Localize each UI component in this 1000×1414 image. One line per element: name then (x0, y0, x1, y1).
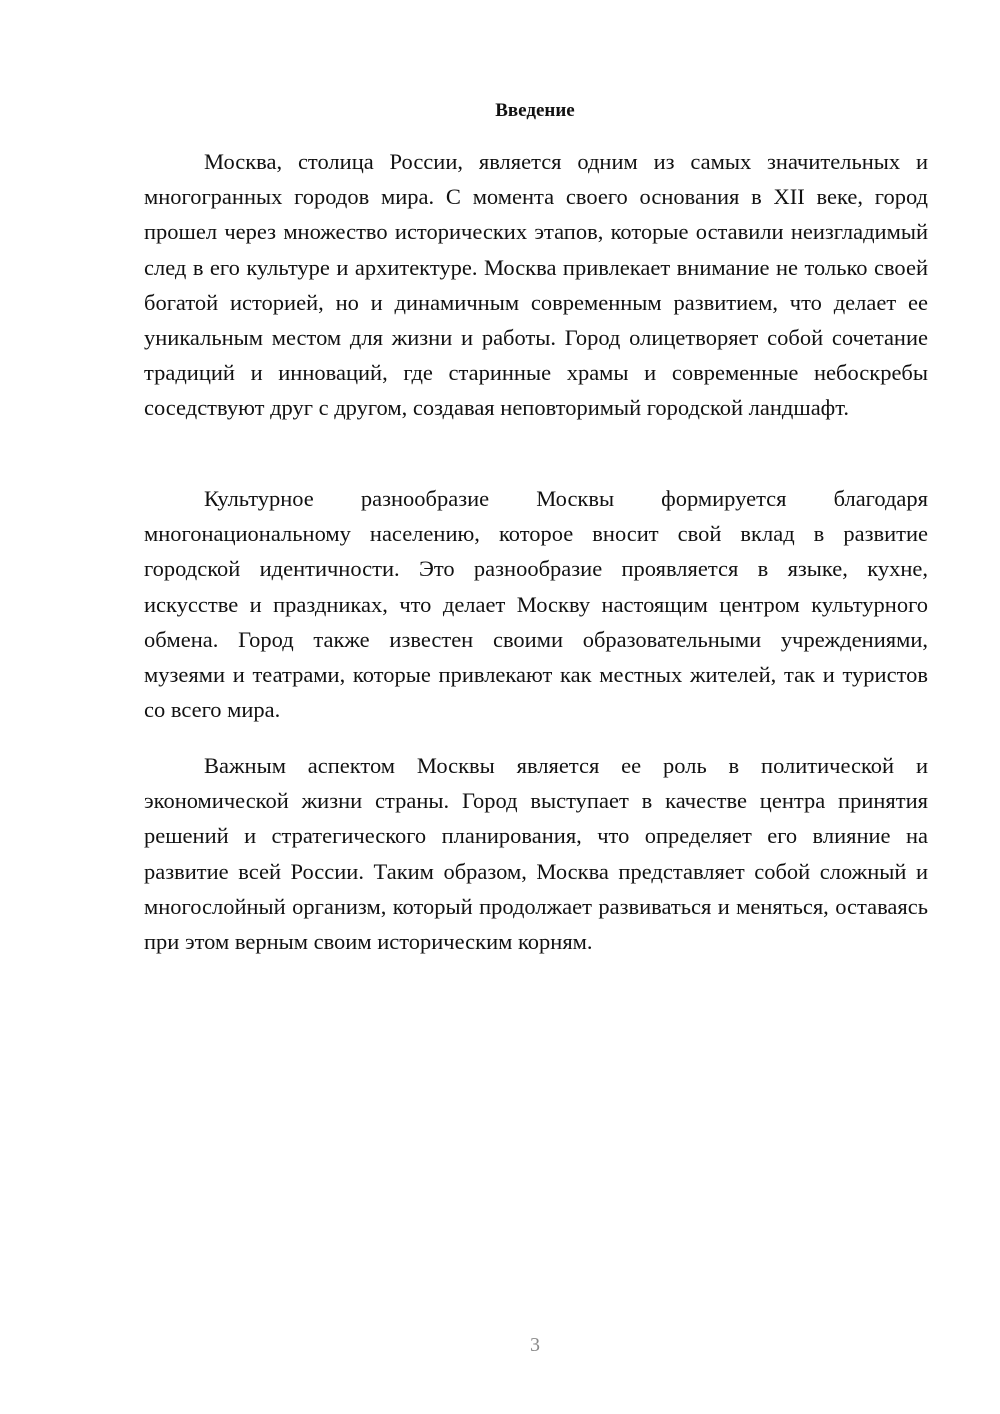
page-number: 3 (530, 1334, 540, 1356)
paragraph-3: Важным аспектом Москвы является ее роль в политической и экономической жизни страны. Город выступает в качестве центра принятия решений и стратегического планирования, что определяет его влияние на развитие всей России. Таким образом, Москва представляет собой сложный и многослойный организм, который продолжает развиваться и меняться, оставаясь при этом верным своим историческим корням. (144, 753, 928, 955)
paragraph-1: Москва, столица России, является одним из самых значительных и многогранных городов мира. С момента своего основания в XII веке, город прошел через множество исторических этапов, которые оставили неизгладимый след в его культуре и архитектуре. Москва привлекает внимание не только своей богатой историей, но и динамичным современным развитием, что делает ее уникальным местом для жизни и работы. Город олицетворяет собой сочетание традиций и инноваций, где старинные храмы и современные небоскребы соседствуют друг с другом, создавая неповторимый городской ландшафт. (144, 149, 928, 421)
paragraph-2: Культурное разнообразие Москвы формируется благодаря многонациональному населению, которое вносит свой вклад в развитие городской идентичности. Это разнообразие проявляется в языке, кухне, искусстве и праздниках, что делает Москву настоящим центром культурного обмена. Город также известен своими образовательными учреждениями, музеями и театрами, которые привлекают как местных жителей, так и туристов со всего мира. (144, 486, 928, 723)
section-title: Введение (495, 100, 575, 121)
